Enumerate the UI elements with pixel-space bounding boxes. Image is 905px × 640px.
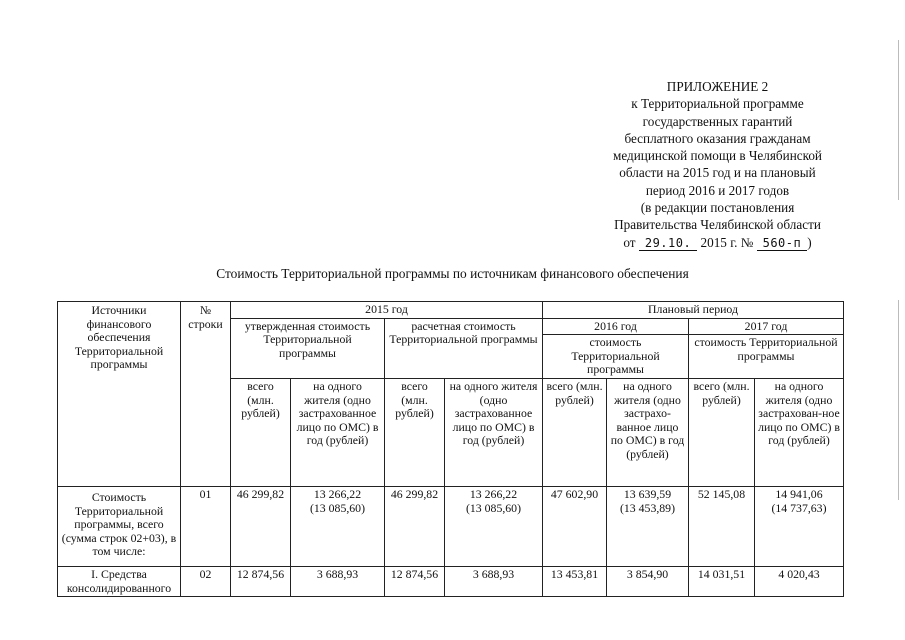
value-cell	[445, 486, 543, 566]
header-total: всего (млн. рублей)	[385, 378, 445, 486]
appendix-line: к Территориальной программе	[631, 96, 804, 112]
header-per-resident: на одного жителя (одно застрахованное лицо по ОМС) в год (рублей)	[445, 378, 543, 486]
appendix-line: (в редакции постановления	[640, 200, 795, 216]
header-sources: Источники финансового обеспечения Территориальной программы	[58, 302, 181, 487]
value-cell: 12 874,56	[385, 566, 445, 596]
value-cell: 46 299,82	[385, 486, 445, 566]
row-name: Стоимость Территориальной программы, всего (сумма строк 02+03), в том числе:	[58, 486, 181, 566]
value-cell	[291, 486, 385, 566]
value-cell: 3 688,93	[445, 566, 543, 596]
document-title: Стоимость Территориальной программы по источникам финансового обеспечения	[216, 266, 689, 281]
value-cell: 13 453,81	[543, 566, 607, 596]
appendix-line: области на 2015 год и на плановый	[619, 165, 816, 181]
header-cost-2017: стоимость Территориальной программы	[689, 335, 844, 379]
appendix-line: период 2016 и 2017 годов	[645, 182, 790, 198]
appendix-line: медицинской помощи в Челябинской	[612, 148, 822, 164]
scan-edge-mark	[898, 300, 899, 500]
header-total: всего (млн. рублей)	[231, 378, 291, 486]
header-row-number: № строки	[181, 302, 231, 487]
header-cost-2016: стоимость Территориальной программы	[543, 335, 689, 379]
appendix-line: государственных гарантий	[642, 113, 793, 129]
close-paren: )	[807, 234, 812, 250]
value-cell: 14 031,51	[689, 566, 755, 596]
header-year-2017: 2017 год	[689, 318, 844, 335]
handwritten-date: 29.10.	[639, 236, 697, 251]
value-cell	[755, 486, 844, 566]
header-per-resident: на одного жителя (одно застрахованное лицо по ОМС) в год (рублей)	[291, 378, 385, 486]
date-year: 2015 г. №	[700, 234, 754, 250]
value-main: 13 639,59	[623, 486, 672, 501]
row-number: 01	[181, 486, 231, 566]
cost-table	[57, 301, 844, 597]
value-insured: (13 085,60)	[309, 500, 366, 515]
header-total: всего (млн. рублей)	[543, 378, 607, 486]
value-cell: 3 854,90	[607, 566, 689, 596]
value-cell	[607, 486, 689, 566]
header-total: всего (млн. рублей)	[689, 378, 755, 486]
value-insured: (13 453,89)	[619, 500, 676, 515]
header-row	[58, 302, 844, 319]
date-prefix: от	[623, 234, 636, 250]
value-cell: 46 299,82	[231, 486, 291, 566]
header-approved-cost: утвержденная стоимость Территориальной программы	[231, 318, 385, 378]
appendix-date-line	[585, 234, 850, 251]
value-insured: (13 085,60)	[465, 500, 522, 515]
value-cell: 3 688,93	[291, 566, 385, 596]
table-row	[58, 486, 844, 566]
header-estimated-cost: расчетная стоимость Территориальной программы	[385, 318, 543, 378]
header-year-2016: 2016 год	[543, 318, 689, 335]
value-main: 13 266,22	[313, 486, 362, 501]
value-cell: 47 602,90	[543, 486, 607, 566]
value-cell: 52 145,08	[689, 486, 755, 566]
scan-edge-mark	[898, 40, 899, 200]
appendix-line: Правительства Челябинской области	[614, 217, 821, 233]
value-cell: 4 020,43	[755, 566, 844, 596]
handwritten-number: 560-п	[757, 236, 808, 251]
header-year-2015: 2015 год	[231, 302, 543, 319]
appendix-line: ПРИЛОЖЕНИЕ 2	[666, 79, 769, 94]
appendix-line: бесплатного оказания гражданам	[624, 130, 811, 146]
row-name: I. Средства консолидированного	[58, 566, 181, 596]
header-per-resident: на одного жителя (одно застрахо-ванное лицо по ОМС) в год (рублей)	[607, 378, 689, 486]
table-row	[58, 566, 844, 596]
row-number: 02	[181, 566, 231, 596]
value-insured: (14 737,63)	[771, 500, 827, 515]
value-cell: 12 874,56	[231, 566, 291, 596]
header-per-resident: на одного жителя (одно застрахован-ное лицо по ОМС) в год (рублей)	[755, 378, 844, 486]
value-main: 14 941,06	[775, 486, 823, 501]
header-planned-period: Плановый период	[543, 302, 844, 319]
appendix-header	[585, 78, 850, 251]
value-main: 13 266,22	[469, 486, 518, 501]
